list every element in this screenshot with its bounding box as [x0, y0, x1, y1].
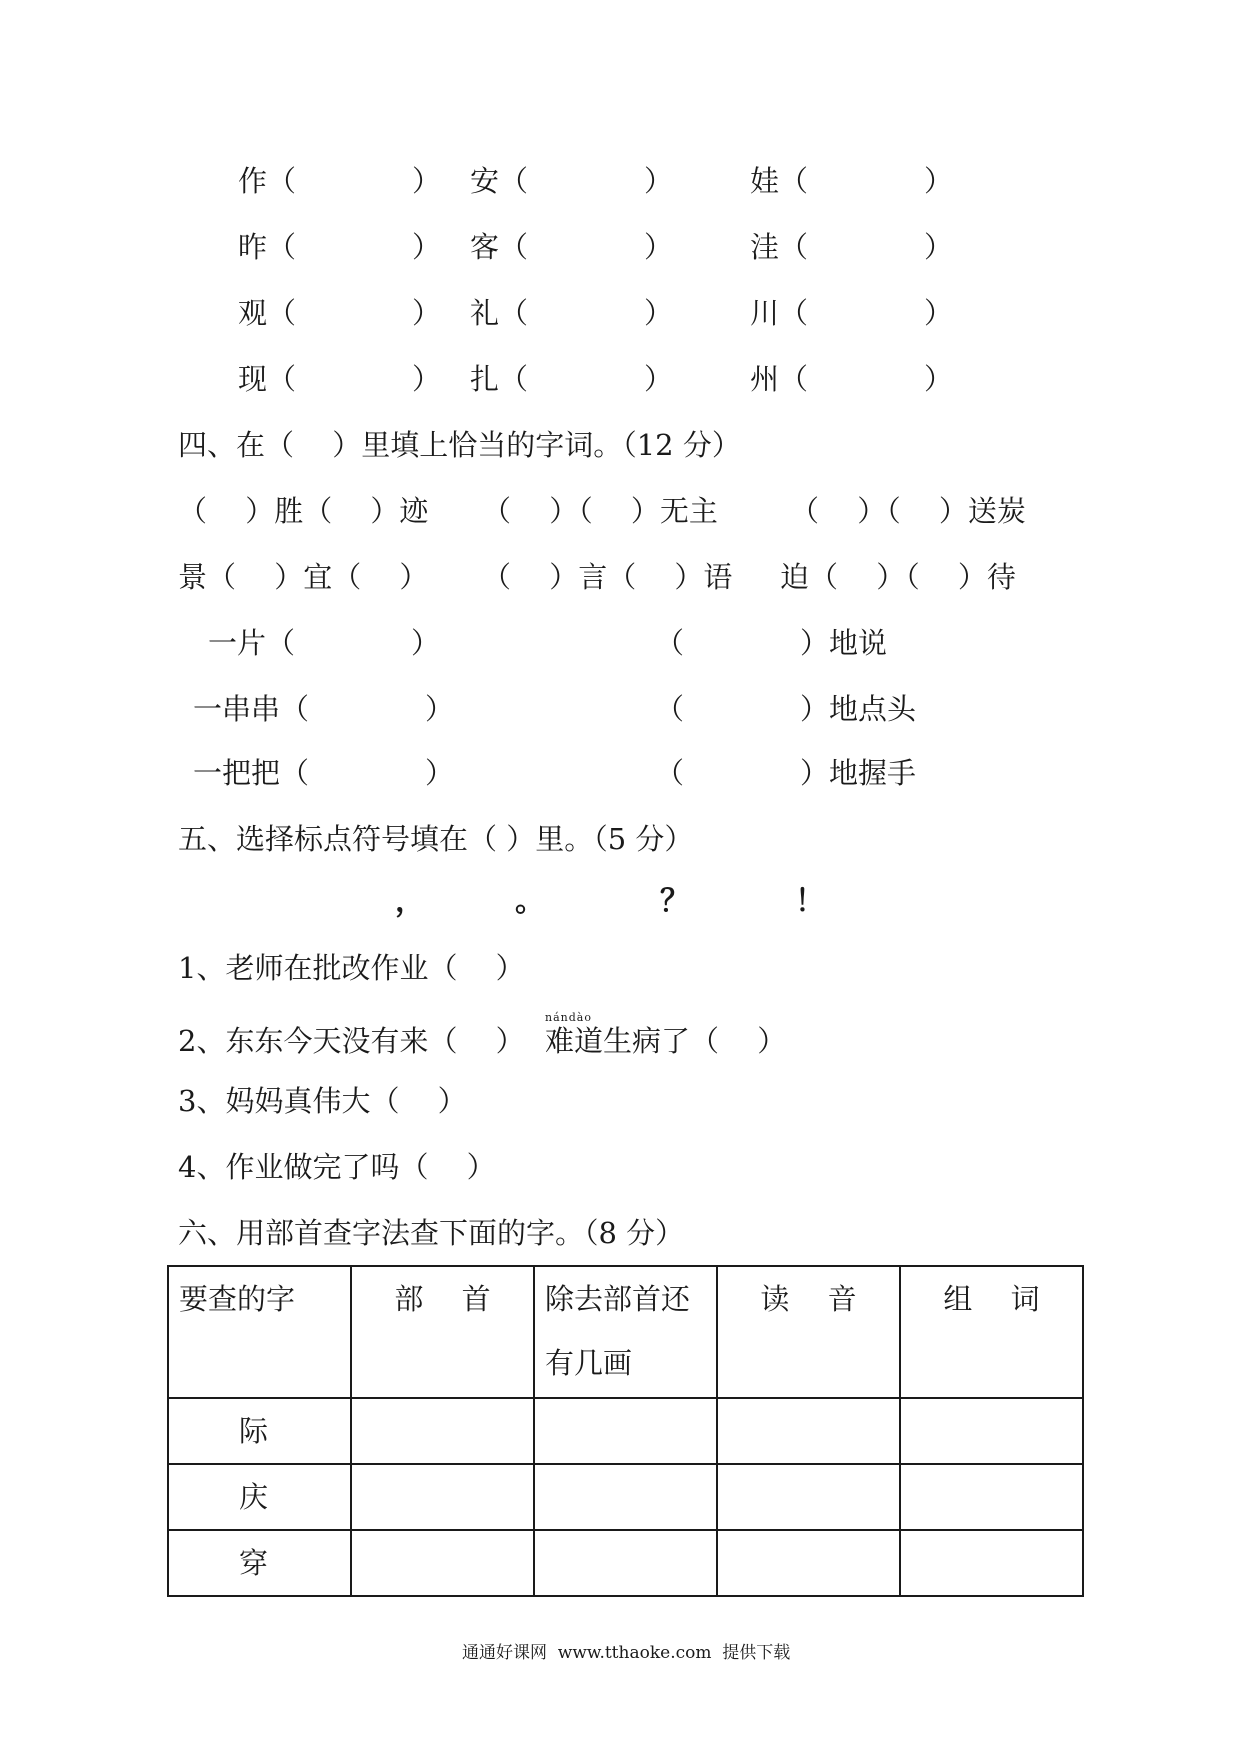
- answer-cell[interactable]: [351, 1530, 534, 1596]
- fill-cell[interactable]: 扎（ ）: [470, 362, 674, 396]
- table-row: [168, 1530, 1083, 1596]
- period-mark: 。: [515, 884, 545, 919]
- answer-cell[interactable]: [900, 1464, 1083, 1530]
- answer-cell[interactable]: [717, 1530, 900, 1596]
- phrase-blank[interactable]: （ ）地说: [655, 626, 888, 660]
- section6-heading: 六、用部首查字法查下面的字。（8 分）: [178, 1216, 685, 1250]
- header-cell: 除去部首还有几画: [534, 1266, 717, 1398]
- sentence-item[interactable]: 2、东东今天没有来（ ）: [178, 1024, 525, 1058]
- phrase-blank[interactable]: 一片（ ）: [208, 626, 441, 660]
- table-header-row: [168, 1266, 1083, 1398]
- header-cell: 组 词: [900, 1266, 1083, 1398]
- lookup-char: 际: [168, 1398, 351, 1464]
- lookup-char: 穿: [168, 1530, 351, 1596]
- answer-cell[interactable]: [351, 1398, 534, 1464]
- phrase-blank[interactable]: （ ）地点头: [655, 692, 917, 726]
- lookup-char: 庆: [168, 1464, 351, 1530]
- answer-cell[interactable]: [717, 1464, 900, 1530]
- sentence-item[interactable]: 1、老师在批改作业（ ）: [178, 951, 525, 985]
- pinyin-annotation: nándào: [545, 1011, 592, 1024]
- header-cell: 部 首: [351, 1266, 534, 1398]
- question-mark: ？: [660, 884, 690, 919]
- table-row: [168, 1398, 1083, 1464]
- answer-cell[interactable]: [534, 1464, 717, 1530]
- idiom-blank[interactable]: 景（ ）宜（ ）: [178, 560, 429, 594]
- fill-cell[interactable]: 洼（ ）: [750, 230, 954, 264]
- fill-cell[interactable]: 娃（ ）: [750, 164, 954, 198]
- fill-cell[interactable]: 作（ ）: [238, 164, 442, 198]
- fill-cell[interactable]: 州（ ）: [750, 362, 954, 396]
- page-footer: 通通好课网 www.tthaoke.com 提供下载: [462, 1643, 791, 1663]
- answer-cell[interactable]: [534, 1530, 717, 1596]
- table-row: [168, 1464, 1083, 1530]
- answer-cell[interactable]: [900, 1398, 1083, 1464]
- phrase-blank[interactable]: 一把把（ ）: [193, 756, 455, 790]
- section4-heading: 四、在（ ）里填上恰当的字词。（12 分）: [178, 428, 741, 462]
- fill-cell[interactable]: 安（ ）: [470, 164, 674, 198]
- fill-cell[interactable]: 客（ ）: [470, 230, 674, 264]
- fill-cell[interactable]: 礼（ ）: [470, 296, 674, 330]
- radical-lookup-table: [167, 1265, 1084, 1597]
- idiom-blank[interactable]: （ ）（ ）无主: [482, 494, 718, 528]
- header-cell: 要查的字: [168, 1266, 351, 1398]
- header-cell: 读 音: [717, 1266, 900, 1398]
- fill-cell[interactable]: 现（ ）: [238, 362, 442, 396]
- answer-cell[interactable]: [900, 1530, 1083, 1596]
- exclamation-mark: ！: [795, 884, 825, 919]
- fill-cell[interactable]: 观（ ）: [238, 296, 442, 330]
- fill-cell[interactable]: 昨（ ）: [238, 230, 442, 264]
- phrase-blank[interactable]: 一串串（ ）: [193, 692, 455, 726]
- idiom-blank[interactable]: （ ）言（ ）语: [482, 560, 733, 594]
- comma-mark: ，: [395, 884, 425, 919]
- answer-cell[interactable]: [534, 1398, 717, 1464]
- sentence-item-continued[interactable]: 难道生病了（ ）: [545, 1024, 787, 1058]
- sentence-item[interactable]: 4、作业做完了吗（ ）: [178, 1150, 496, 1184]
- fill-cell[interactable]: 川（ ）: [750, 296, 954, 330]
- idiom-blank[interactable]: 迫（ ）（ ）待: [780, 560, 1016, 594]
- sentence-item[interactable]: 3、妈妈真伟大（ ）: [178, 1084, 467, 1118]
- section5-heading: 五、选择标点符号填在（ ）里。（5 分）: [178, 822, 694, 856]
- answer-cell[interactable]: [717, 1398, 900, 1464]
- idiom-blank[interactable]: （ ）（ ）送炭: [790, 494, 1026, 528]
- answer-cell[interactable]: [351, 1464, 534, 1530]
- phrase-blank[interactable]: （ ）地握手: [655, 756, 917, 790]
- idiom-blank[interactable]: （ ）胜（ ）迹: [178, 494, 429, 528]
